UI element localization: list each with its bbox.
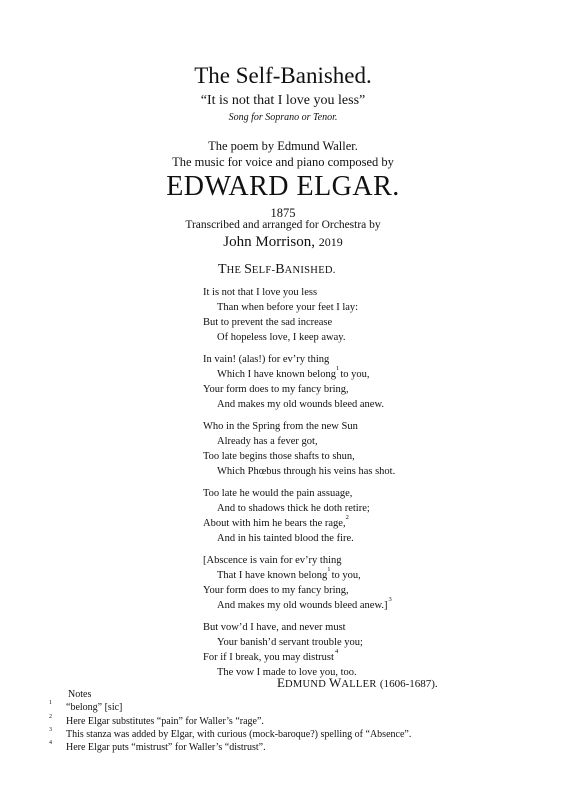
footnote-marker: 3: [388, 596, 392, 603]
poem-line-text: For if I break, you may distrust: [203, 652, 334, 663]
poem-line: Who in the Spring from the new Sun: [203, 421, 358, 432]
poem-line-text: Which I have known belong: [217, 369, 336, 380]
footnote-marker: 2: [345, 514, 349, 521]
author-small-dmund: DMUND: [284, 679, 330, 690]
poem-line-text: About with him he bears the rage,: [203, 518, 346, 529]
poem-line: [217, 365, 370, 380]
poem-heading-small-elf: ELF-: [251, 265, 276, 276]
poem-heading-cap-t: T: [218, 262, 227, 277]
poem-line: Your form does to my fancy bring,: [203, 585, 349, 596]
poem-line: But vow’d I have, and never must: [203, 622, 346, 633]
poem-line: Than when before your feet I lay:: [217, 302, 359, 313]
footnote-marker: 1: [335, 365, 340, 372]
composer-name: EDWARD ELGAR.: [166, 171, 400, 202]
poem-credit: The poem by Edmund Waller.: [208, 139, 358, 153]
poem-line: And makes my old wounds bleed anew.: [217, 399, 384, 410]
arranger-year: 2019: [318, 235, 343, 249]
poem-line: And to shadows thick he doth retire;: [217, 503, 370, 514]
poem-line-text: to you,: [340, 369, 370, 380]
poem-line: Too late begins those shafts to shun,: [203, 451, 355, 462]
poem-line: But to prevent the sad increase: [203, 317, 333, 328]
poem-line: Your form does to my fancy bring,: [203, 384, 349, 395]
page-title: The Self-Banished.: [194, 63, 372, 88]
notes-heading: Notes: [68, 689, 92, 700]
poem-line: [217, 596, 392, 611]
poem-line: Your banish’d servant trouble you;: [217, 637, 363, 648]
poem-line: The vow I made to love you, too.: [217, 667, 357, 678]
poem-author: [277, 675, 438, 691]
poem-line: And in his tainted blood the fire.: [217, 533, 354, 544]
footnote-marker: 4: [334, 648, 339, 655]
author-cap-w: W: [329, 675, 342, 690]
poem-heading-small-he: HE: [226, 265, 245, 276]
poem-line: Of hopeless love, I keep away.: [217, 332, 346, 343]
poem-line: [203, 514, 349, 529]
poem-line-text: That I have known belong: [217, 570, 328, 581]
poem-line: Too late he would the pain assuage,: [203, 488, 353, 499]
poem-line-text: to you,: [331, 570, 361, 581]
subtitle: “It is not that I love you less”: [200, 93, 366, 108]
composition-year: 1875: [270, 206, 296, 220]
poem-heading-cap-b: B: [275, 262, 285, 277]
note-number: 3: [49, 727, 52, 733]
note-text: Here Elgar substitutes “pain” for Waller’s “rage”.: [66, 716, 264, 727]
poem-line: Already has a fever got,: [217, 436, 318, 447]
poem-line: [217, 566, 361, 581]
author-cap-e: E: [277, 675, 285, 690]
poem-line: In vain! (alas!) for ev’ry thing: [203, 354, 330, 365]
poem-heading: [218, 262, 336, 278]
poem-line-text: And makes my old wounds bleed anew.]: [217, 600, 388, 611]
note-text: This stanza was added by Elgar, with curious (mock-baroque?) spelling of “Absence”.: [66, 729, 412, 740]
music-credit: The music for voice and piano composed by: [172, 155, 394, 169]
author-small-aller: ALLER: [341, 679, 377, 690]
note-text: “belong” [sic]: [66, 702, 123, 713]
poem-line: [Abscence is vain for ev’ry thing: [203, 555, 342, 566]
transcription-credit: Transcribed and arranged for Orchestra by: [185, 219, 381, 231]
arranger-name: John Morrison,: [223, 234, 315, 250]
author-years: (1606-1687).: [379, 678, 438, 690]
note-number: 1: [49, 700, 52, 706]
song-for-voice: Song for Soprano or Tenor.: [228, 112, 338, 123]
note-number: 2: [49, 714, 52, 720]
poem-heading-cap-s: S: [244, 262, 252, 277]
arranger-line: [0, 234, 566, 251]
poem-line: Which Phœbus through his veins has shot.: [217, 466, 396, 477]
footnote-marker: 1: [327, 566, 331, 573]
note-number: 4: [49, 740, 52, 746]
poem-line: [203, 648, 339, 663]
poem-line: It is not that I love you less: [203, 287, 318, 298]
note-text: Here Elgar puts “mistrust” for Waller’s “distrust”.: [66, 742, 266, 753]
poem-heading-small-anished: ANISHED.: [284, 265, 336, 276]
